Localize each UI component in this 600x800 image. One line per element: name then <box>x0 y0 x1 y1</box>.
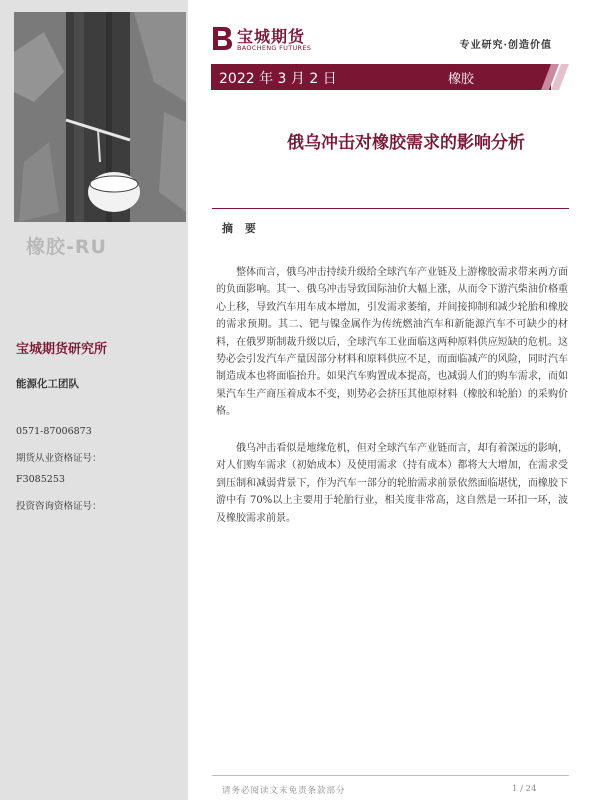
logo-mark-icon <box>211 25 233 51</box>
company-logo <box>211 24 321 58</box>
report-category: 橡胶 <box>448 72 475 87</box>
team-name: 能源化工团队 <box>16 378 79 390</box>
logo-chinese-name: 宝城期货 <box>237 27 306 46</box>
license-number: F3085253 <box>16 474 65 485</box>
abstract-paragraph-2: 俄乌冲击看似是地缘危机，但对全球汽车产业链而言，却有着深远的影响，对人们购车需求（初始成本）及使用需求（持有成本）都将大大增加，在需求受到压制和减弱背景下，作为汽车一部分的轮胎需求前景依然面临堪忧，而橡胶下游中有 70%以上主要用于轮胎行业，相关度非常高，这自然是一环扣一环，波及橡胶需求前景。 <box>216 443 568 524</box>
disclaimer-note: 请务必阅读文末免责条款部分 <box>222 786 346 796</box>
banner-stripes-icon <box>541 64 571 90</box>
slogan: 专业研究·创造价值 <box>459 40 552 51</box>
rubber-tree-photo <box>14 12 186 222</box>
footer-divider <box>212 775 569 776</box>
abstract-paragraph-1: 整体而言，俄乌冲击持续升级给全球汽车产业链及上游橡胶需求带来两方面的负面影响。其一、俄乌冲击导致国际油价大幅上涨，从而令下游汽柴油价格重心上移，导致汽车用车成本增加，引发需求萎缩，并间接抑制和减少轮胎和橡胶的需求预期。其二、钯与镍金属作为传统燃油汽车和新能源汽车不可缺少的材料，在俄罗斯制裁升级以后，全球汽车工业面临这两种原料供应短缺的危机。这势必会引发汽车产量因部分材料和原料供应不足，而面临减产的风险，同时汽车制造成本也将面临抬升。如果汽车购置成本提高，也减弱人们的购车需求，而如果汽车生产商压着成本不变，则势必会挤压其他原材料（橡胶和轮胎）的采购价格。 <box>216 267 568 418</box>
institute-name: 宝城期货研究所 <box>16 342 108 357</box>
advisory-license-label: 投资咨询资格证号： <box>16 501 102 512</box>
report-title: 俄乌冲击对橡胶需求的影响分析 <box>287 133 525 153</box>
report-date: 2022 年 3 月 2 日 <box>219 71 337 87</box>
logo-english-name: BAOCHENG FUTURES <box>237 44 312 52</box>
contact-phone: 0571-87006873 <box>16 426 92 437</box>
date-banner <box>211 64 571 90</box>
sidebar <box>0 0 188 800</box>
title-divider <box>212 208 569 209</box>
license-label: 期货从业资格证号： <box>16 453 102 464</box>
page-number: 1 / 24 <box>512 784 537 794</box>
product-tag: 橡胶-RU <box>26 236 107 258</box>
abstract-heading: 摘 要 <box>222 222 260 235</box>
